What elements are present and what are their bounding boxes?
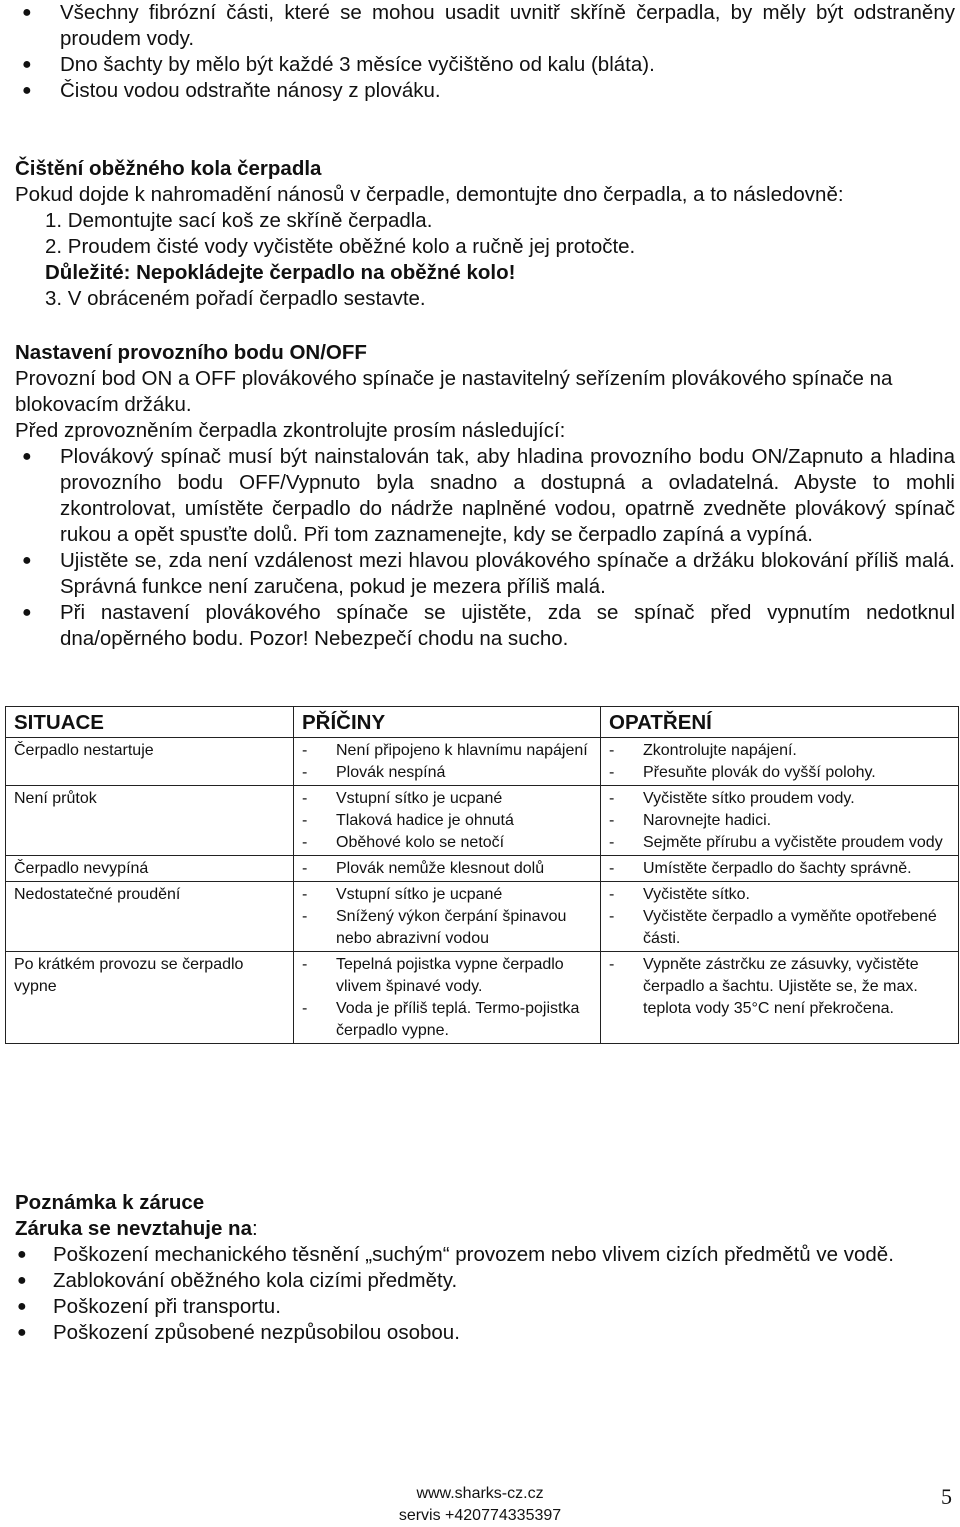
table-row <box>6 738 959 786</box>
footer-service-phone: servis +420774335397 <box>398 1507 562 1524</box>
situation-cell: Čerpadlo nevypíná <box>6 856 294 882</box>
measure-item: - Zkontrolujte napájení. <box>609 740 950 762</box>
cause-item: - Oběhové kolo se netočí <box>302 832 592 854</box>
cause-item: - Voda je příliš teplá. Termo-pojistka čerpadlo vypne. <box>302 998 592 1042</box>
table-row <box>6 882 959 952</box>
causes-cell <box>294 952 601 1044</box>
measure-item: - Sejměte přírubu a vyčistěte proudem vody <box>609 832 950 854</box>
warranty-section <box>15 1190 955 1346</box>
measures-cell <box>601 952 959 1044</box>
cleaning-intro: Pokud dojde k nahromadění nánosů v čerpadle, demontujte dno čerpadla, a to následovně: <box>15 183 844 206</box>
cleaning-step-3: 3. V obráceném pořadí čerpadlo sestavte. <box>45 287 426 310</box>
cause-item: - Vstupní sítko je ucpané <box>302 884 592 906</box>
cause-item: - Není připojeno k hlavnímu napájení <box>302 740 592 762</box>
measure-item: - Vyčistěte čerpadlo a vyměňte opotřebené části. <box>609 906 950 950</box>
list-item: ● Poškození při transportu. <box>15 1294 955 1320</box>
list-item: ● Ujistěte se, zda není vzdálenost mezi hlavou plovákového spínače a držáku blokování příliš malá. Správná funkce není zaručena, pokud je mezera příliš malá. <box>15 548 955 600</box>
list-item: ● Poškození mechanického těsnění „suchým“ provozem nebo vlivem cizích předmětů ve vodě. <box>15 1242 955 1268</box>
list-item: ● Při nastavení plovákového spínače se ujistěte, zda se spínač před vypnutím nedotknul dna/opěrného bodu. Pozor! Nebezpečí chodu na sucho. <box>15 600 955 652</box>
measures-cell <box>601 738 959 786</box>
setting-section <box>15 340 955 652</box>
cleaning-step-1: 1. Demontujte sací koš ze skříně čerpadla. <box>45 209 433 232</box>
warranty-subtitle: Záruka se nevztahuje na <box>15 1217 252 1240</box>
maintenance-list <box>15 0 955 104</box>
cleaning-important <box>15 260 955 286</box>
cause-item: - Plovák nespíná <box>302 762 592 784</box>
header-causes: PŘÍČINY <box>294 707 601 738</box>
warranty-title: Poznámka k záruce <box>15 1191 205 1214</box>
troubleshooting-table <box>5 706 959 1044</box>
cause-item: - Snížený výkon čerpání špinavou nebo abrazivní vodou <box>302 906 592 950</box>
measure-item: - Vyčistěte sítko. <box>609 884 950 906</box>
warranty-subtitle-line <box>15 1216 955 1242</box>
footer-website[interactable]: www.sharks-cz.cz <box>416 1485 544 1502</box>
cause-item: - Tepelná pojistka vypne čerpadlo vlivem špinavé vody. <box>302 954 592 998</box>
situation-cell: Po krátkém provozu se čerpadlo vypne <box>6 952 294 1044</box>
table-row <box>6 952 959 1044</box>
important-note: Důležité: Nepokládejte čerpadlo na oběžné kolo! <box>45 261 516 284</box>
measures-cell <box>601 882 959 952</box>
setting-title: Nastavení provozního bodu ON/OFF <box>15 341 367 364</box>
list-item: ● Zablokování oběžného kola cizími předměty. <box>15 1268 955 1294</box>
cleaning-title: Čištění oběžného kola čerpadla <box>15 157 322 180</box>
header-measures: OPATŘENÍ <box>601 707 959 738</box>
causes-cell <box>294 882 601 952</box>
measure-item: - Narovnejte hadici. <box>609 810 950 832</box>
measures-cell <box>601 856 959 882</box>
situation-cell: Nedostatečné proudění <box>6 882 294 952</box>
cleaning-step-2: 2. Proudem čisté vody vyčistěte oběžné kolo a ručně jej protočte. <box>45 235 636 258</box>
cause-item: - Vstupní sítko je ucpané <box>302 788 592 810</box>
measure-item: - Vypněte zástrčku ze zásuvky, vyčistěte čerpadlo a šachtu. Ujistěte se, že max. teplota vody 35°C není překročena. <box>609 954 950 1020</box>
measure-item: - Umístěte čerpadlo do šachty správně. <box>609 858 950 880</box>
table-row <box>6 786 959 856</box>
setting-paragraph-2: Před zprovozněním čerpadla zkontrolujte prosím následující: <box>15 419 566 442</box>
table-row <box>6 856 959 882</box>
table-header-row <box>6 707 959 738</box>
measure-item: - Vyčistěte sítko proudem vody. <box>609 788 950 810</box>
setting-paragraph-1: Provozní bod ON a OFF plovákového spínače je nastavitelný seřízením plovákového spínače na blokovacím držáku. <box>15 367 893 416</box>
causes-cell <box>294 856 601 882</box>
page-number: 5 <box>941 1484 952 1509</box>
list-item: ● Dno šachty by mělo být každé 3 měsíce vyčištěno od kalu (bláta). <box>15 52 955 78</box>
measure-item: - Přesuňte plovák do vyšší polohy. <box>609 762 950 784</box>
list-item: ● Všechny fibrózní části, které se mohou usadit uvnitř skříně čerpadla, by měly být odstraněny proudem vody. <box>15 0 955 52</box>
list-item: ● Plovákový spínač musí být nainstalován tak, aby hladina provozního bodu ON/Zapnuto a hladina provozního bodu OFF/Vypnuto byla snadno a dostupná a ovladatelná. Abyste to mohli zkontrolovat, umístěte čerpadlo do nádrže naplněné vodou, opatrně zvedněte plovákový spínač rukou a opět spusťte dolů. Při tom zaznamenejte, kdy se čerpadlo zapíná a vypíná. <box>15 444 955 548</box>
causes-cell <box>294 738 601 786</box>
situation-cell: Čerpadlo nestartuje <box>6 738 294 786</box>
situation-cell: Není průtok <box>6 786 294 856</box>
list-item: ● Čistou vodou odstraňte nánosy z plováku. <box>15 78 955 104</box>
warranty-colon: : <box>251 1217 258 1240</box>
header-situation: SITUACE <box>6 707 294 738</box>
cause-item: - Plovák nemůže klesnout dolů <box>302 858 592 880</box>
cause-item: - Tlaková hadice je ohnutá <box>302 810 592 832</box>
cleaning-section <box>15 156 955 312</box>
causes-cell <box>294 786 601 856</box>
measures-cell <box>601 786 959 856</box>
list-item: ● Poškození způsobené nezpůsobilou osobou. <box>15 1320 955 1346</box>
